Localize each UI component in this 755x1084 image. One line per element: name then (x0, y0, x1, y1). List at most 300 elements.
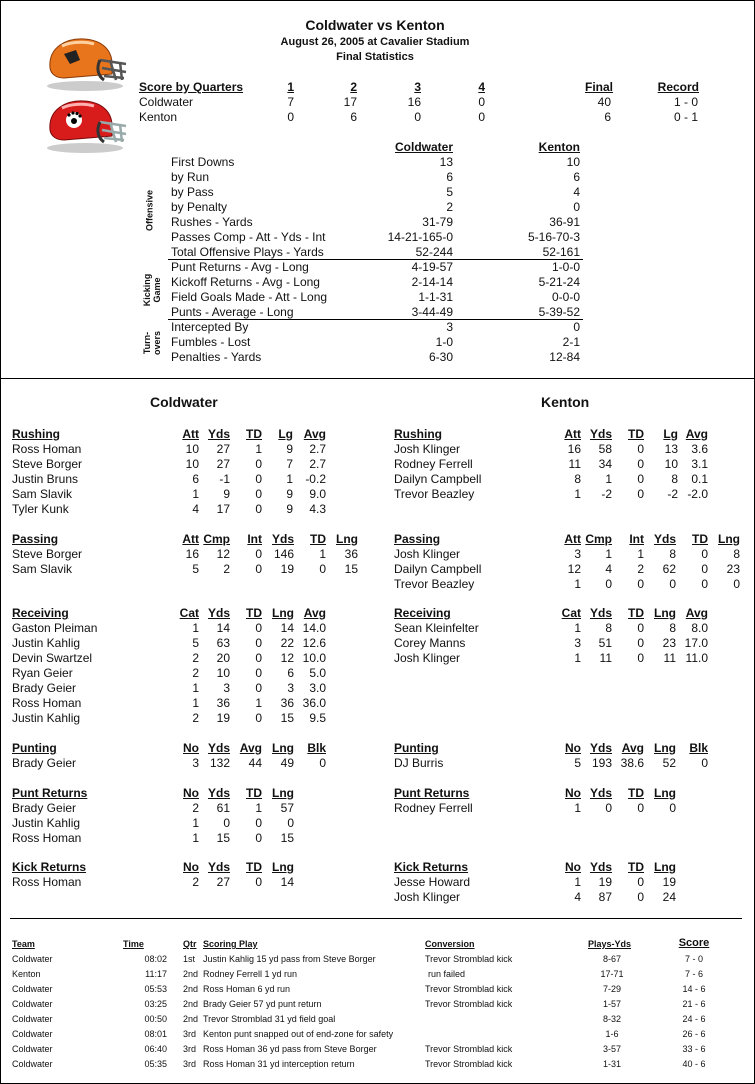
rushing-col-header: Att (182, 427, 199, 441)
team-stat-label: Rushes - Yards (171, 215, 253, 229)
quarter-score: 6 (350, 110, 357, 124)
receiving-stat: 0 (255, 636, 262, 650)
final-statistics-label: Final Statistics (336, 51, 414, 63)
scoring-quarter: 2nd (183, 999, 199, 1009)
team-stat-label: Passes Comp - Att - Yds - Int (171, 230, 326, 244)
punt-returns-player-name: Justin Kahlig (12, 816, 81, 830)
receiving-stat: 1 (192, 696, 199, 710)
punt-returns-stat: 1 (574, 801, 581, 815)
receiving-stat: 14 (280, 621, 294, 635)
punt-returns-stat: 0 (637, 801, 644, 815)
team-stat-kenton: 5-21-24 (538, 275, 580, 289)
punting-stat: 0 (701, 756, 708, 770)
team-stat-coldwater: 4-19-57 (411, 260, 453, 274)
receiving-stat: 14 (216, 621, 230, 635)
scoring-col-header: Qtr (183, 939, 197, 949)
punt-returns-col-header: Lng (272, 786, 294, 800)
passing-stat: 5 (192, 562, 199, 576)
rushing-stat: 1 (574, 487, 581, 501)
team-stat-kenton: 36-91 (549, 215, 580, 229)
passing-stat: 2 (637, 562, 644, 576)
receiving-stat: 36 (280, 696, 294, 710)
rushing-player-name: Dailyn Campbell (394, 472, 482, 486)
rushing-stat: 4 (192, 502, 199, 516)
passing-stat: 19 (280, 562, 294, 576)
team-stat-label: Total Offensive Plays - Yards (171, 245, 324, 259)
team-heading-kenton: Kenton (541, 394, 590, 410)
receiving-stat: 2 (192, 666, 199, 680)
rushing-stat: -2 (601, 487, 612, 501)
quarter-score: 7 (287, 95, 294, 109)
passing-col-header: Yds (653, 532, 676, 546)
rushing-player-name: Justin Bruns (12, 472, 79, 486)
punt-returns-stat: 0 (287, 816, 294, 830)
punting-stat: 3 (192, 756, 199, 770)
passing-stat: 36 (344, 547, 358, 561)
punt-returns-stat: 0 (223, 816, 230, 830)
punt-returns-stat: 15 (280, 831, 294, 845)
receiving-stat: 12.6 (302, 636, 326, 650)
page-title: Coldwater vs Kenton (305, 17, 445, 33)
team-stat-kenton: 2-1 (562, 335, 580, 349)
team-stat-coldwater: 14-21-165-0 (387, 230, 453, 244)
scoring-score: 24 - 6 (682, 1014, 706, 1024)
punting-col-header: Yds (589, 741, 612, 755)
receiving-col-header: Avg (303, 606, 326, 620)
scoring-team: Kenton (12, 969, 41, 979)
passing-stat: 1 (605, 547, 612, 561)
scoring-team: Coldwater (12, 984, 53, 994)
receiving-stat: 0 (255, 651, 262, 665)
scoring-plays-yds: 8-67 (602, 954, 621, 964)
kick-returns-col-header: TD (628, 860, 644, 874)
scoring-play: Trevor Stromblad 31 yd field goal (203, 1014, 336, 1024)
record-header: Record (657, 80, 699, 94)
receiving-player-name: Sean Kleinfelter (394, 621, 479, 635)
passing-player-name: Steve Borger (12, 547, 83, 561)
rushing-stat: 6 (192, 472, 199, 486)
rushing-col-header: TD (246, 427, 262, 441)
rushing-player-name: Sam Slavik (12, 487, 73, 501)
scoring-play: Rodney Ferrell 1 yd run (203, 969, 298, 979)
team-stat-coldwater: 52-244 (415, 245, 453, 259)
receiving-stat: 1 (574, 621, 581, 635)
receiving-stat: 8 (669, 621, 676, 635)
receiving-stat: 1 (192, 681, 199, 695)
rushing-stat: 0 (255, 472, 262, 486)
receiving-stat: 14.0 (302, 621, 326, 635)
scoring-time: 05:53 (144, 984, 167, 994)
passing-stat: 1 (637, 547, 644, 561)
kick-returns-stat: 1 (574, 875, 581, 889)
team-stat-label: Fumbles - Lost (171, 335, 251, 349)
receiving-stat: 17.0 (684, 636, 708, 650)
rushing-col-header: Lg (663, 427, 678, 441)
receiving-stat: 36 (216, 696, 230, 710)
passing-stat: 12 (216, 547, 230, 561)
rushing-header-kenton: Rushing (394, 427, 442, 441)
team-stat-kenton: 5-39-52 (538, 305, 580, 319)
rushing-col-header: Att (564, 427, 581, 441)
rushing-stat: 4.3 (309, 502, 326, 516)
scoring-score: 7 - 0 (684, 954, 703, 964)
passing-stat: 0 (319, 562, 326, 576)
scoring-time: 11:17 (145, 969, 167, 979)
punt-returns-player-name: Brady Geier (12, 801, 77, 815)
rushing-stat: 0 (255, 487, 262, 501)
scoring-plays-yds: 7-29 (602, 984, 621, 994)
rushing-stat: 1 (192, 487, 199, 501)
team-stat-label: Punts - Average - Long (171, 305, 294, 319)
red-helmet-icon (40, 96, 130, 154)
passing-stat: 3 (574, 547, 581, 561)
receiving-stat: 8.0 (691, 621, 708, 635)
team-stat-label: by Pass (171, 185, 214, 199)
team-stat-label: First Downs (171, 155, 235, 169)
punting-col-header: No (183, 741, 199, 755)
punting-stat: 44 (248, 756, 262, 770)
kick-returns-col-header: Yds (589, 860, 612, 874)
orange-helmet-icon (40, 34, 130, 92)
team-stat-kenton: 0 (573, 320, 580, 334)
scoring-play: Brady Geier 57 yd punt return (203, 999, 322, 1009)
team-stat-label: Penalties - Yards (171, 350, 262, 364)
punt-returns-header-kenton: Punt Returns (394, 786, 470, 800)
team-stat-label: Field Goals Made - Att - Long (171, 290, 328, 304)
receiving-stat: 9.5 (309, 711, 326, 725)
passing-header-kenton: Passing (394, 532, 441, 546)
receiving-player-name: Justin Kahlig (12, 636, 81, 650)
receiving-stat: 3 (223, 681, 230, 695)
receiving-stat: 3 (574, 636, 581, 650)
kick-returns-stat: 19 (598, 875, 612, 889)
scoring-score: 21 - 6 (682, 999, 706, 1009)
receiving-stat: 36.0 (302, 696, 326, 710)
receiving-col-header: Cat (561, 606, 581, 620)
receiving-player-name: Corey Manns (394, 636, 466, 650)
scoring-time: 00:50 (144, 1014, 167, 1024)
receiving-player-name: Devin Swartzel (12, 651, 93, 665)
scoring-time: 08:02 (144, 954, 167, 964)
receiving-stat: 63 (216, 636, 230, 650)
receiving-stat: 0 (255, 681, 262, 695)
receiving-player-name: Ross Homan (12, 696, 82, 710)
team-stat-coldwater: 13 (439, 155, 453, 169)
passing-stat: 2 (223, 562, 230, 576)
quarter-header: 2 (350, 80, 357, 94)
passing-stat: 8 (669, 547, 676, 561)
rushing-stat: 9.0 (309, 487, 326, 501)
passing-stat: 8 (733, 547, 740, 561)
scoring-conversion: run failed (428, 969, 466, 979)
kick-returns-stat: 19 (662, 875, 676, 889)
kick-returns-stat: 27 (216, 875, 230, 889)
scoring-col-header: Time (123, 939, 144, 949)
punting-stat: 0 (319, 756, 326, 770)
scoring-quarter: 1st (183, 954, 196, 964)
punting-stat: 52 (662, 756, 676, 770)
team-stat-coldwater: 5 (446, 185, 453, 199)
punting-col-header: Blk (307, 741, 326, 755)
rushing-stat: 3.6 (691, 442, 708, 456)
scoring-team: Coldwater (12, 1029, 53, 1039)
passing-col-header: TD (310, 532, 326, 546)
receiving-col-header: TD (628, 606, 644, 620)
rushing-stat: 0.1 (691, 472, 708, 486)
kick-returns-stat: 0 (637, 890, 644, 904)
rushing-stat: 7 (286, 457, 293, 471)
rushing-stat: -2.0 (687, 487, 708, 501)
kick-returns-stat: 14 (280, 875, 294, 889)
receiving-player-name: Josh Klinger (394, 651, 461, 665)
rushing-stat: 8 (671, 472, 678, 486)
rushing-stat: 2.7 (309, 457, 326, 471)
quarter-score: 17 (343, 95, 357, 109)
receiving-stat: 0 (255, 666, 262, 680)
rushing-stat: 27 (216, 457, 230, 471)
punting-stat: 132 (209, 756, 230, 770)
receiving-stat: 15 (280, 711, 294, 725)
passing-col-header: Int (629, 532, 644, 546)
receiving-player-name: Ryan Geier (12, 666, 73, 680)
team-stat-kenton: 10 (566, 155, 580, 169)
rushing-stat: 0 (637, 457, 644, 471)
team-stat-kenton: 1-0-0 (551, 260, 580, 274)
scoring-col-header: Scoring Play (203, 939, 258, 949)
scoring-conversion: Trevor Stromblad kick (425, 1044, 513, 1054)
passing-stat: 0 (733, 577, 740, 591)
passing-stat: 1 (319, 547, 326, 561)
receiving-header-kenton: Receiving (394, 606, 451, 620)
scoring-time: 06:40 (144, 1044, 167, 1054)
kick-returns-header-coldwater: Kick Returns (12, 860, 87, 874)
punt-returns-stat: 0 (669, 801, 676, 815)
scoring-col-header: Conversion (425, 939, 475, 949)
team-stat-kenton: 52-161 (542, 245, 580, 259)
kick-returns-col-header: Lng (654, 860, 676, 874)
punt-returns-col-header: No (565, 786, 581, 800)
rushing-stat: 9 (223, 487, 230, 501)
scoring-col-header: Team (12, 939, 35, 949)
punting-header-coldwater: Punting (12, 741, 57, 755)
passing-col-header: Int (247, 532, 262, 546)
receiving-stat: 19 (216, 711, 230, 725)
score-team-name: Kenton (139, 110, 178, 124)
rushing-header-coldwater: Rushing (12, 427, 60, 441)
team-stat-coldwater: 2-14-14 (411, 275, 453, 289)
kick-returns-col-header: No (183, 860, 199, 874)
team-stat-coldwater: 6 (446, 170, 453, 184)
passing-stat: 0 (701, 562, 708, 576)
passing-col-header: Att (564, 532, 581, 546)
passing-stat: 0 (605, 577, 612, 591)
scoring-plays-yds: 1-31 (602, 1059, 621, 1069)
receiving-stat: 10.0 (302, 651, 326, 665)
rushing-player-name: Josh Klinger (394, 442, 461, 456)
stats-group-label: Offensive (144, 189, 155, 231)
punt-returns-stat: 61 (216, 801, 230, 815)
rushing-stat: 58 (598, 442, 612, 456)
punting-stat: 193 (591, 756, 612, 770)
receiving-stat: 6 (287, 666, 294, 680)
scoring-play: Justin Kahlig 15 yd pass from Steve Borger (203, 954, 376, 964)
kick-returns-player-name: Josh Klinger (394, 890, 461, 904)
receiving-col-header: Yds (589, 606, 612, 620)
scoring-score: 26 - 6 (682, 1029, 706, 1039)
team-stat-label: Intercepted By (171, 320, 249, 334)
receiving-stat: 1 (574, 651, 581, 665)
receiving-stat: 3.0 (309, 681, 326, 695)
section-divider (1, 378, 754, 379)
team-stat-kenton: 12-84 (549, 350, 580, 364)
passing-stat: 1 (574, 577, 581, 591)
team-stat-kenton: 5-16-70-3 (527, 230, 580, 244)
team-stat-label: Punt Returns - Avg - Long (171, 260, 309, 274)
team-record: 1 - 0 (673, 95, 698, 109)
receiving-stat: 0 (637, 651, 644, 665)
passing-stat: 146 (273, 547, 294, 561)
stats-group-label: Kicking Game (142, 273, 162, 307)
kick-returns-col-header: TD (246, 860, 262, 874)
scoring-team: Coldwater (12, 954, 53, 964)
punting-header-kenton: Punting (394, 741, 439, 755)
team-stat-coldwater: 3-44-49 (411, 305, 453, 319)
punting-stat: 49 (280, 756, 294, 770)
team-stat-coldwater: 31-79 (422, 215, 453, 229)
rushing-stat: 34 (598, 457, 612, 471)
passing-col-header: Cmp (203, 532, 230, 546)
rushing-player-name: Rodney Ferrell (394, 457, 473, 471)
scoring-plays-yds: 1-57 (602, 999, 621, 1009)
quarter-header: 4 (478, 80, 485, 94)
punting-col-header: Lng (272, 741, 294, 755)
passing-col-header: Att (182, 532, 199, 546)
rushing-stat: 10 (664, 457, 678, 471)
passing-stat: 15 (344, 562, 358, 576)
quarter-header: 1 (287, 80, 294, 94)
rushing-col-header: Yds (589, 427, 612, 441)
punting-col-header: Yds (207, 741, 230, 755)
team-stat-coldwater: 3 (446, 320, 453, 334)
quarter-score: 0 (287, 110, 294, 124)
rushing-stat: 27 (216, 442, 230, 456)
rushing-stat: 16 (567, 442, 581, 456)
rushing-stat: 1 (605, 472, 612, 486)
passing-player-name: Dailyn Campbell (394, 562, 482, 576)
passing-stat: 16 (185, 547, 199, 561)
score-by-quarters-header: Score by Quarters (139, 80, 244, 94)
rushing-stat: 10 (185, 442, 199, 456)
scoring-conversion: Trevor Stromblad kick (425, 999, 513, 1009)
passing-col-header: Lng (718, 532, 740, 546)
passing-stat: 0 (255, 562, 262, 576)
punt-returns-stat: 0 (255, 816, 262, 830)
passing-stat: 0 (701, 547, 708, 561)
punt-returns-stat: 0 (255, 831, 262, 845)
punt-returns-col-header: Yds (589, 786, 612, 800)
passing-stat: 0 (637, 577, 644, 591)
rushing-col-header: Yds (207, 427, 230, 441)
passing-player-name: Josh Klinger (394, 547, 461, 561)
kick-returns-stat: 4 (574, 890, 581, 904)
scoring-team: Coldwater (12, 1044, 53, 1054)
rushing-stat: 0 (637, 442, 644, 456)
rushing-player-name: Tyler Kunk (12, 502, 69, 516)
punting-player-name: DJ Burris (394, 756, 444, 770)
rushing-stat: 0 (637, 487, 644, 501)
kick-returns-col-header: No (565, 860, 581, 874)
receiving-stat: 2 (192, 651, 199, 665)
passing-col-header: Lng (336, 532, 358, 546)
punt-returns-player-name: Rodney Ferrell (394, 801, 473, 815)
team-stat-label: by Penalty (171, 200, 228, 214)
punt-returns-col-header: No (183, 786, 199, 800)
rushing-stat: 3.1 (691, 457, 708, 471)
scoring-conversion: Trevor Stromblad kick (425, 984, 513, 994)
scoring-score: 33 - 6 (682, 1044, 706, 1054)
receiving-stat: 8 (605, 621, 612, 635)
receiving-col-header: Lng (654, 606, 676, 620)
scoring-play: Ross Homan 36 yd pass from Steve Borger (203, 1044, 377, 1054)
rushing-col-header: Avg (303, 427, 326, 441)
receiving-stat: 12 (280, 651, 294, 665)
scoring-team: Coldwater (12, 1014, 53, 1024)
passing-stat: 0 (255, 547, 262, 561)
receiving-header-coldwater: Receiving (12, 606, 69, 620)
passing-player-name: Sam Slavik (12, 562, 73, 576)
rushing-stat: 9 (286, 487, 293, 501)
kick-returns-stat: 24 (662, 890, 676, 904)
punting-stat: 5 (574, 756, 581, 770)
scoring-col-header: Plays-Yds (587, 939, 631, 949)
team-stat-kenton: 6 (573, 170, 580, 184)
rushing-stat: 1 (286, 472, 293, 486)
receiving-stat: 5.0 (309, 666, 326, 680)
passing-col-header: TD (692, 532, 708, 546)
team-stat-kenton: 0-0-0 (551, 290, 580, 304)
scoring-plays-yds: 1-6 (605, 1029, 619, 1039)
kick-returns-col-header: Lng (272, 860, 294, 874)
team-stat-coldwater: 1-0 (435, 335, 453, 349)
rushing-player-name: Ross Homan (12, 442, 82, 456)
quarter-score: 16 (407, 95, 421, 109)
kick-returns-stat: 0 (637, 875, 644, 889)
quarter-score: 0 (478, 110, 485, 124)
passing-stat: 4 (605, 562, 612, 576)
passing-stat: 62 (662, 562, 676, 576)
scoring-conversion: Trevor Stromblad kick (425, 954, 513, 964)
team-stat-coldwater: 2 (446, 200, 453, 214)
receiving-stat: 20 (216, 651, 230, 665)
scoring-quarter: 2nd (183, 984, 199, 994)
receiving-player-name: Brady Geier (12, 681, 77, 695)
rushing-stat: 17 (216, 502, 230, 516)
scoring-play: Kenton punt snapped out of end-zone for safety (203, 1029, 394, 1039)
team-stats-col-coldwater: Coldwater (394, 140, 453, 154)
kick-returns-player-name: Ross Homan (12, 875, 82, 889)
receiving-col-header: Cat (179, 606, 199, 620)
punt-returns-stat: 1 (255, 801, 262, 815)
punting-col-header: Avg (239, 741, 262, 755)
kick-returns-header-kenton: Kick Returns (394, 860, 469, 874)
receiving-stat: 2 (192, 711, 199, 725)
final-header: Final (584, 80, 613, 94)
rushing-stat: 0 (255, 502, 262, 516)
receiving-player-name: Justin Kahlig (12, 711, 81, 725)
scoring-time: 03:25 (144, 999, 167, 1009)
receiving-stat: 1 (255, 696, 262, 710)
punt-returns-stat: 15 (216, 831, 230, 845)
